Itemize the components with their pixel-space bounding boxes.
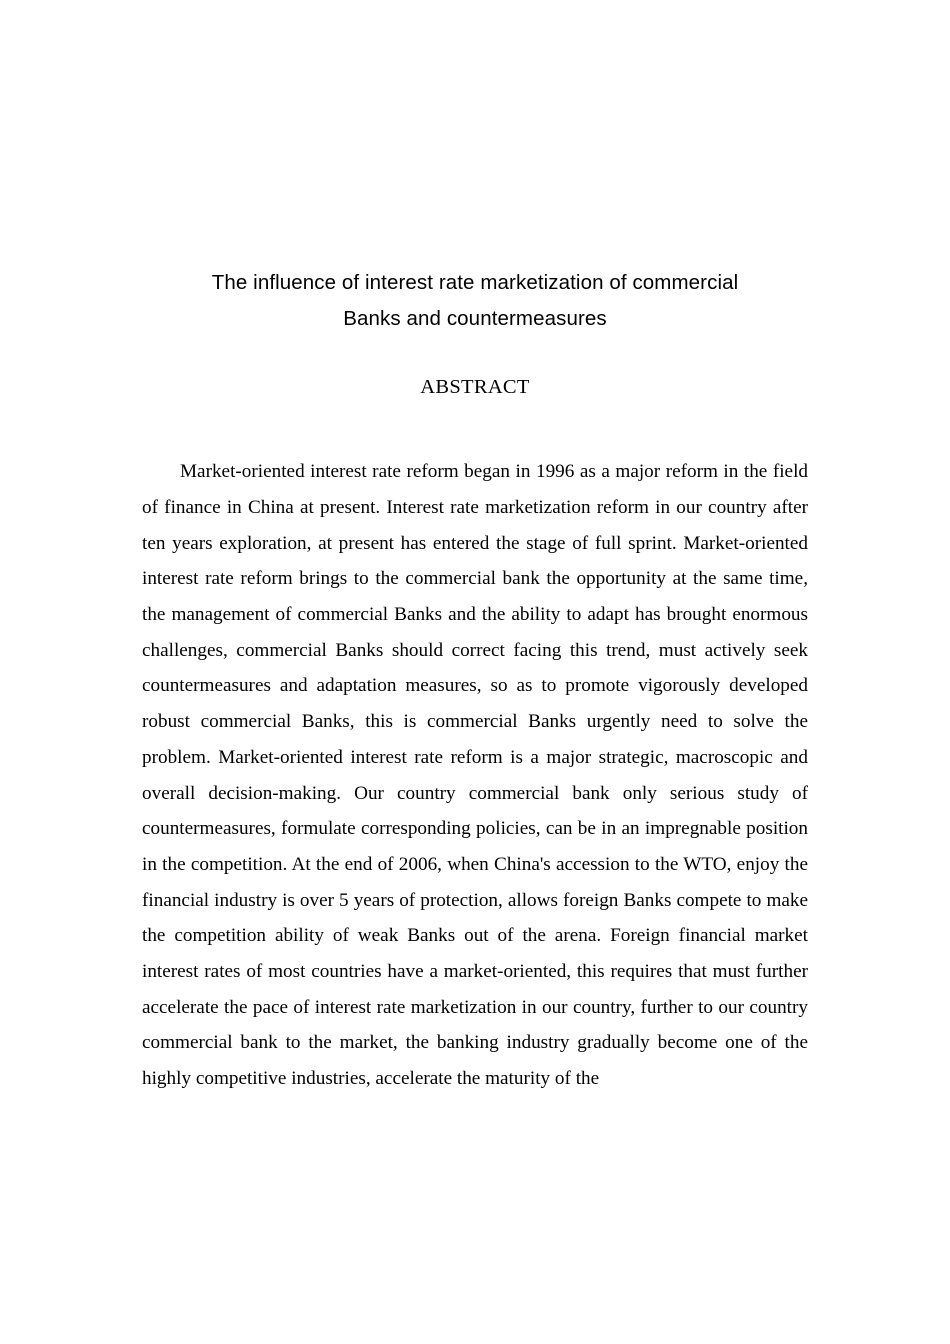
page-title-line-1: The influence of interest rate marketization of commercial — [211, 271, 739, 294]
abstract-paragraph: Market-oriented interest rate reform began in 1996 as a major reform in the field of finance in China at present. Interest rate marketization reform in our country after ten years exploration, at present has entered the stage of full sprint. Market-oriented interest rate reform brings to the commercial bank the opportunity at the same time, the management of commercial Banks and the ability to adapt has brought enormous challenges, commercial Banks should correct facing this trend, must actively seek countermeasures and adaptation measures, so as to promote vigorously developed robust commercial Banks, this is commercial Banks urgently need to solve the problem. Market-oriented interest rate reform is a major strategic, macroscopic and overall decision-making. Our country commercial bank only serious study of countermeasures, formulate corresponding policies, can be in an impregnable position in the competition. At the end of 2006, when China's accession to the WTO, enjoy the financial industry is over 5 years of protection, allows foreign Banks compete to make the competition ability of weak Banks out of the arena. Foreign financial market interest rates of most countries have a market-oriented, this requires that must further accelerate the pace of interest rate marketization in our country, further to our country commercial bank to the market, the banking industry gradually become one of the highly competitive industries, accelerate the maturity of the — [142, 461, 808, 1090]
page-title — [142, 265, 808, 337]
section-heading-abstract: ABSTRACT — [420, 376, 530, 398]
page-title-line-2: Banks and countermeasures — [343, 307, 607, 330]
